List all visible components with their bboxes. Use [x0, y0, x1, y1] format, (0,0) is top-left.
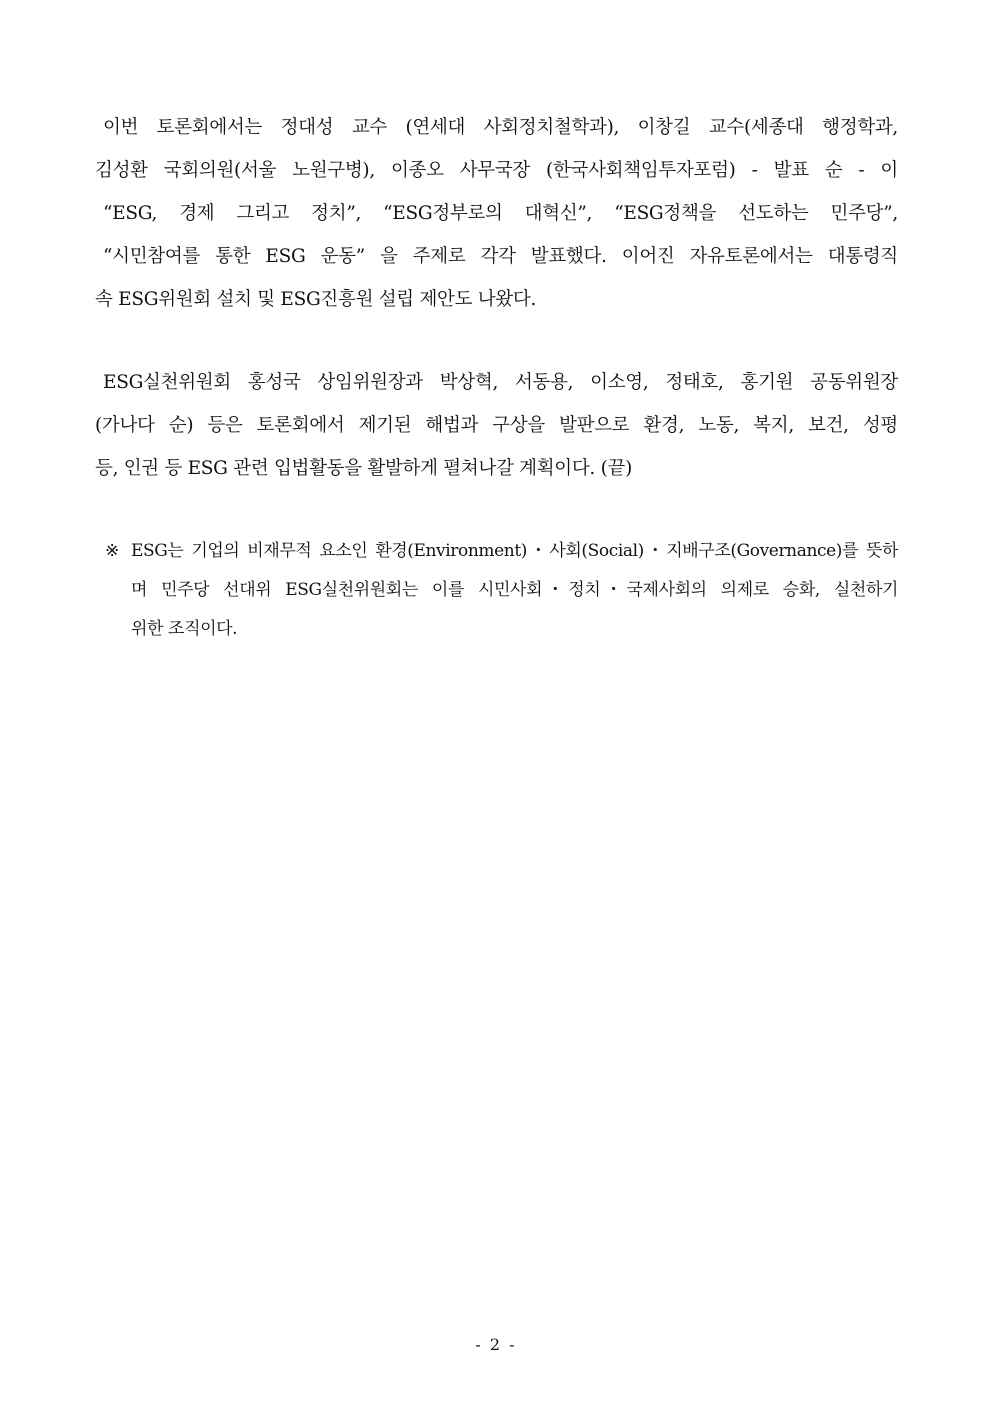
reference-mark-icon: ※ — [105, 541, 119, 561]
paragraph-line: ESG실천위원회 홍성국 상임위원장과 박상혁, 서동용, 이소영, 정태호, 홍기원 공동위원장 — [103, 372, 898, 393]
paragraph-line: (가나다 순) 등은 토론회에서 제기된 해법과 구상을 발판으로 환경, 노동, 복지, 보건, 성평 — [95, 415, 898, 436]
paragraph-line: “ESG, 경제 그리고 정치”, “ESG정부로의 대혁신”, “ESG정책을 선도하는 민주당”, — [103, 203, 898, 224]
footnote-line: 위한 조직이다. — [131, 619, 238, 639]
paragraph-line: 김성환 국회의원(서울 노원구병), 이종오 사무국장 (한국사회책임투자포럼) - 발표 순 - 이 — [95, 160, 898, 181]
page-number: - 2 - — [475, 1335, 517, 1354]
footnote-line: ESG는 기업의 비재무적 요소인 환경(Environment)・사회(Social)・지배구조(Governance)를 뜻하 — [131, 541, 898, 561]
footnote-line: 며 민주당 선대위 ESG실천위원회는 이를 시민사회･정치･국제사회의 의제로 승화, 실천하기 — [131, 580, 898, 600]
paragraph-line: 이번 토론회에서는 정대성 교수 (연세대 사회정치철학과), 이창길 교수(세종대 행정학과, — [103, 117, 898, 138]
paragraph-line: 등, 인권 등 ESG 관련 입법활동을 활발하게 펼쳐나갈 계획이다. (끝) — [95, 458, 632, 479]
paragraph-line: 속 ESG위원회 설치 및 ESG진흥원 설립 제안도 나왔다. — [95, 289, 537, 310]
paragraph-line: “시민참여를 통한 ESG 운동” 을 주제로 각각 발표했다. 이어진 자유토론에서는 대통령직 — [103, 246, 898, 267]
